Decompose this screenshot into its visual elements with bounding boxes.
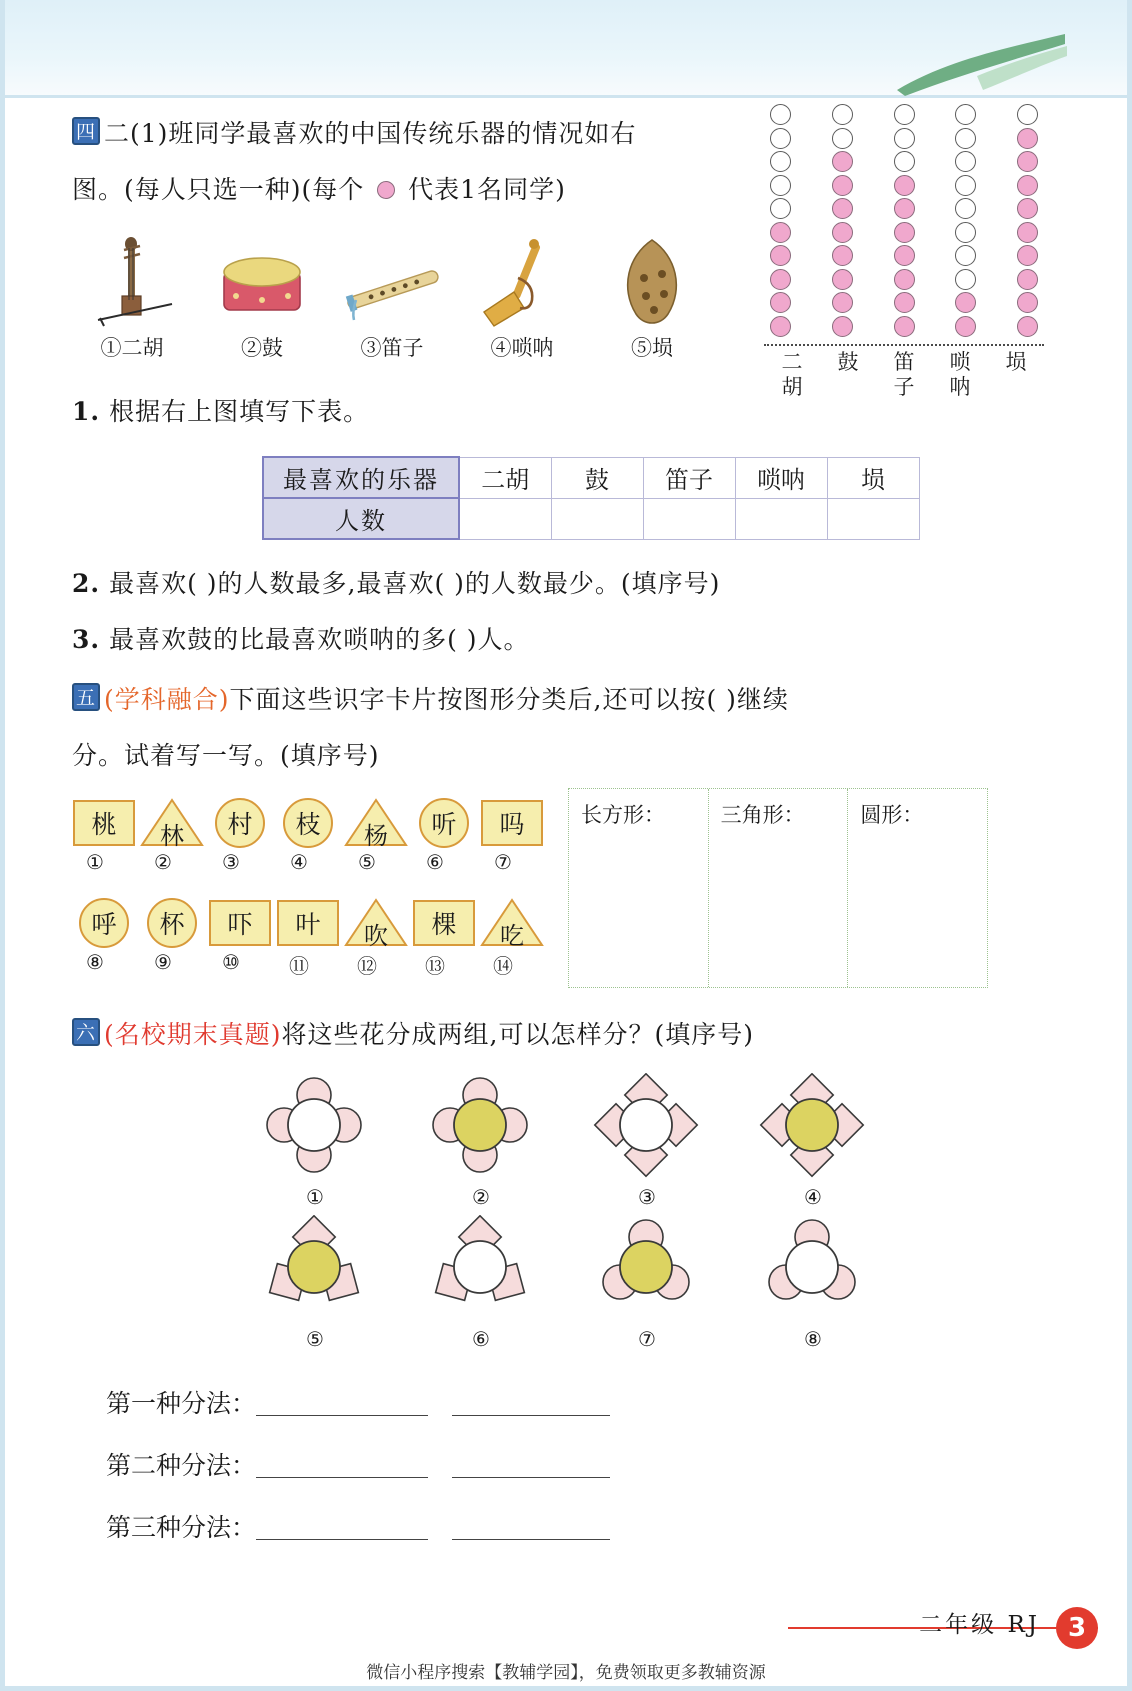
card-index-label: ⑧ [86,950,104,974]
dot-filled [770,269,791,290]
section-four-line2-b: 代表1名同学) [408,175,566,204]
flower-icon [564,1073,730,1183]
grade-label: 二年级 RJ [919,1612,1040,1638]
table-cell-instrument: 笛子 [643,457,735,498]
dot-columns [764,104,1044,339]
flower-icon [232,1073,398,1183]
card-index-label: ① [86,850,104,874]
flower-row-2 [232,1215,1132,1351]
dot-filled [770,316,791,337]
question-2-text: 最喜欢( )的人数最多,最喜欢( )的人数最少。(填序号) [109,569,721,598]
legend-dot-icon [377,181,395,199]
dot-empty [894,128,915,149]
dot-filled [770,245,791,266]
section-four-prompt [72,106,712,162]
flower-item[interactable] [564,1215,730,1351]
answer-label: 第二种分法： [106,1451,257,1480]
flower-index-label: ⑦ [638,1327,656,1351]
character-cards [72,798,1132,979]
page-number-badge: 3 [1056,1607,1098,1649]
dot-filled [1017,222,1038,243]
card-index-label: ④ [290,850,308,874]
dot-filled [1017,151,1038,172]
answer-blank[interactable] [256,1390,428,1416]
section-four [0,98,1132,668]
flower-icon [730,1215,896,1325]
card-index-label: ⑦ [494,850,512,874]
table-cell-count-blank[interactable] [459,498,551,539]
circle-card-shape: 村 [208,798,272,848]
flower-index-label: ⑤ [306,1327,324,1351]
dot-column [1017,104,1038,339]
table-cell-count-blank[interactable] [551,498,643,539]
circle-card-shape: 杯 [140,898,204,948]
chart-category-label: 二 胡 [781,350,803,399]
dot-column [770,104,791,339]
section-five [0,668,1132,979]
dot-empty [1017,104,1038,125]
rectangle-card-shape: 桃 [72,798,136,848]
dot-empty [832,128,853,149]
card-index-label: ⑤ [358,850,376,874]
flower-icon [232,1215,398,1325]
sort-column-circle: 圆形： [860,803,924,827]
dot-filled [1017,292,1038,313]
flower-icon [564,1215,730,1325]
character-card[interactable] [412,898,458,979]
character-card[interactable] [480,898,526,979]
flower-svg [425,1073,537,1179]
answer-label: 第一种分法： [106,1389,257,1418]
dot-empty [955,269,976,290]
flower-icon [398,1073,564,1183]
section-six-prompt [72,1007,1132,1063]
instrument-count-table [262,456,1132,540]
flute-icon [332,234,452,330]
drum-icon [202,234,322,330]
card-index-label: ⑫ [357,954,377,978]
flower-svg [757,1215,869,1321]
dot-filled [894,222,915,243]
question-2 [72,556,1132,612]
sort-column-triangle: 三角形： [709,789,849,987]
card-index-label: ⑨ [154,950,172,974]
dot-filled [770,292,791,313]
section-six-tag: (名校期末真题) [104,1020,282,1049]
table-row [263,498,919,539]
dot-empty [894,151,915,172]
table-cell-count-blank[interactable] [827,498,919,539]
dot-filled [894,198,915,219]
flower-svg [259,1073,371,1179]
triangle-card-shape: 吃 [480,898,544,948]
answer-lines [106,1373,1132,1559]
chart-category-label: 埙 [1005,350,1027,374]
dot-filled [832,175,853,196]
dot-filled [1017,175,1038,196]
character-card[interactable] [208,898,254,979]
card-index-label: ② [154,850,172,874]
triangle-card-shape: 吹 [344,898,408,948]
flower-row-1 [232,1073,1132,1209]
character-card[interactable] [140,898,186,979]
question-3-text: 最喜欢鼓的比最喜欢唢呐的多( )人。 [109,625,530,654]
instrument-flute [332,234,452,362]
suona-icon [462,234,582,330]
flower-item[interactable] [564,1073,730,1209]
shape-sort-box [568,788,988,988]
section-four-line1: 二(1)班同学最喜欢的中国传统乐器的情况如右 [104,119,637,148]
xun-icon [592,234,712,330]
character-card[interactable] [276,898,322,979]
dot-filled [955,316,976,337]
erhu-icon [72,234,192,330]
card-index-label: ⑥ [426,850,444,874]
character-card[interactable] [344,898,390,979]
section-six [0,1001,1132,1559]
instrument-caption: ②鼓 [241,336,283,360]
circle-card-shape: 呼 [72,898,136,948]
answer-label: 第三种分法： [106,1513,257,1542]
instrument-suona [462,234,582,362]
dot-plot-chart [764,104,1044,400]
rectangle-card-shape: 吓 [208,898,272,948]
question-3-number: 3. [72,625,101,654]
dot-filled [832,292,853,313]
section-four-line2-a: 图。(每人只选一种)(每个 [72,175,365,204]
page-content [0,98,1132,1559]
answer-blank[interactable] [452,1390,610,1416]
section-five-tag: (学科融合) [104,685,230,714]
dot-empty [955,128,976,149]
flower-index-label: ① [306,1185,324,1209]
dot-empty [832,104,853,125]
flower-index-label: ⑥ [472,1327,490,1351]
card-index-label: ⑪ [289,954,309,978]
dot-empty [955,175,976,196]
dot-empty [770,151,791,172]
dot-filled [1017,269,1038,290]
dot-empty [770,104,791,125]
flower-illustrations [72,1073,1132,1351]
character-card[interactable] [72,898,118,979]
flower-item[interactable] [730,1215,896,1351]
table-cell-instrument: 埙 [827,457,919,498]
dot-empty [955,245,976,266]
triangle-card-shape: 杨 [344,798,408,848]
chart-category-label: 笛 子 [893,350,915,399]
character-card[interactable] [412,798,458,874]
character-card[interactable] [72,798,118,874]
dot-filled [832,245,853,266]
dot-filled [955,292,976,313]
question-1-number: 1. [72,397,101,426]
question-2-number: 2. [72,569,101,598]
instrument-illustrations [72,232,712,362]
card-index-label: ③ [222,850,240,874]
dot-filled [894,245,915,266]
instrument-caption: ④唢呐 [490,336,554,360]
instrument-drum [202,234,322,362]
flower-index-label: ⑧ [804,1327,822,1351]
dot-filled [832,151,853,172]
dot-filled [894,316,915,337]
character-card[interactable] [480,798,526,874]
dot-filled [1017,128,1038,149]
answer-row [106,1497,1132,1559]
triangle-card-shape: 林 [140,798,204,848]
dot-column [955,104,976,339]
character-card[interactable] [344,798,390,874]
section-six-text: 将这些花分成两组,可以怎样分？(填序号) [281,1020,754,1049]
header-decoration-icon [887,30,1067,100]
answer-row [106,1373,1132,1435]
flower-item[interactable] [730,1073,896,1209]
dot-filled [894,292,915,313]
section-five-line1: 下面这些识字卡片按图形分类后,还可以按( )继续 [229,685,789,714]
flower-svg [591,1073,703,1179]
section-badge-six: 六 [72,1018,100,1046]
answer-blank[interactable] [256,1452,428,1478]
flower-item[interactable] [398,1073,564,1209]
table-cell-instrument: 二胡 [459,457,551,498]
dot-column [894,104,915,339]
table-cell-instrument: 鼓 [551,457,643,498]
page-footer [0,1595,1132,1691]
instrument-xun [592,234,712,362]
dot-filled [894,175,915,196]
table-header-instrument: 最喜欢的乐器 [263,457,459,498]
section-badge-five: 五 [72,683,100,711]
dot-column [832,104,853,339]
table-cell-count-blank[interactable] [735,498,827,539]
instrument-caption: ⑤埙 [631,336,673,360]
rectangle-card-shape: 吗 [480,798,544,848]
flower-svg [757,1073,869,1179]
dot-empty [770,198,791,219]
page-header-band [5,0,1127,98]
card-index-label: ⑩ [222,950,240,974]
chart-category-label: 鼓 [837,350,859,374]
dot-filled [894,269,915,290]
flower-index-label: ③ [638,1185,656,1209]
instrument-caption: ③笛子 [360,336,424,360]
table-row [263,457,919,498]
character-card[interactable] [140,798,186,874]
flower-index-label: ④ [804,1185,822,1209]
answer-blank[interactable] [452,1514,610,1540]
dot-filled [770,222,791,243]
dot-filled [1017,198,1038,219]
circle-card-shape: 枝 [276,798,340,848]
question-3 [72,612,1132,668]
flower-item[interactable] [232,1215,398,1351]
instrument-caption: ①二胡 [100,336,164,360]
question-1-text: 根据右上图填写下表。 [109,397,370,426]
table-header-count: 人数 [263,498,459,539]
flower-svg [259,1215,371,1321]
flower-icon [398,1215,564,1325]
dot-empty [894,104,915,125]
flower-svg [425,1215,537,1321]
dot-filled [832,316,853,337]
dot-empty [770,128,791,149]
flower-svg [591,1215,703,1321]
instrument-erhu [72,234,192,362]
character-card[interactable] [276,798,322,874]
rectangle-card-shape: 棵 [412,898,476,948]
table-cell-instrument: 唢呐 [735,457,827,498]
dot-empty [955,151,976,172]
dot-empty [770,175,791,196]
dot-empty [955,104,976,125]
section-five-prompt-line2: 分。试着写一写。(填序号) [72,741,380,770]
section-four-prompt-line2 [72,162,712,218]
dot-filled [832,198,853,219]
card-index-label: ⑭ [493,954,513,978]
flower-item[interactable] [232,1073,398,1209]
card-index-label: ⑬ [425,954,445,978]
flower-icon [730,1073,896,1183]
table-cell-count-blank[interactable] [643,498,735,539]
sort-column-rectangle: 长方形： [569,789,709,987]
dot-empty [955,222,976,243]
dot-filled [1017,316,1038,337]
flower-index-label: ② [472,1185,490,1209]
answer-blank[interactable] [452,1452,610,1478]
answer-row [106,1435,1132,1497]
chart-category-label: 唢 呐 [949,350,971,399]
dot-empty [955,198,976,219]
circle-card-shape: 听 [412,798,476,848]
promo-text: 微信小程序搜索【教辅学园】，免费领取更多教辅资源 [366,1663,766,1683]
section-badge-four: 四 [72,117,100,145]
answer-blank[interactable] [256,1514,428,1540]
character-card[interactable] [208,798,254,874]
rectangle-card-shape: 叶 [276,898,340,948]
flower-item[interactable] [398,1215,564,1351]
dot-filled [832,222,853,243]
dot-filled [1017,245,1038,266]
section-five-prompt [72,672,1132,728]
chart-category-labels [764,346,1044,400]
dot-filled [832,269,853,290]
